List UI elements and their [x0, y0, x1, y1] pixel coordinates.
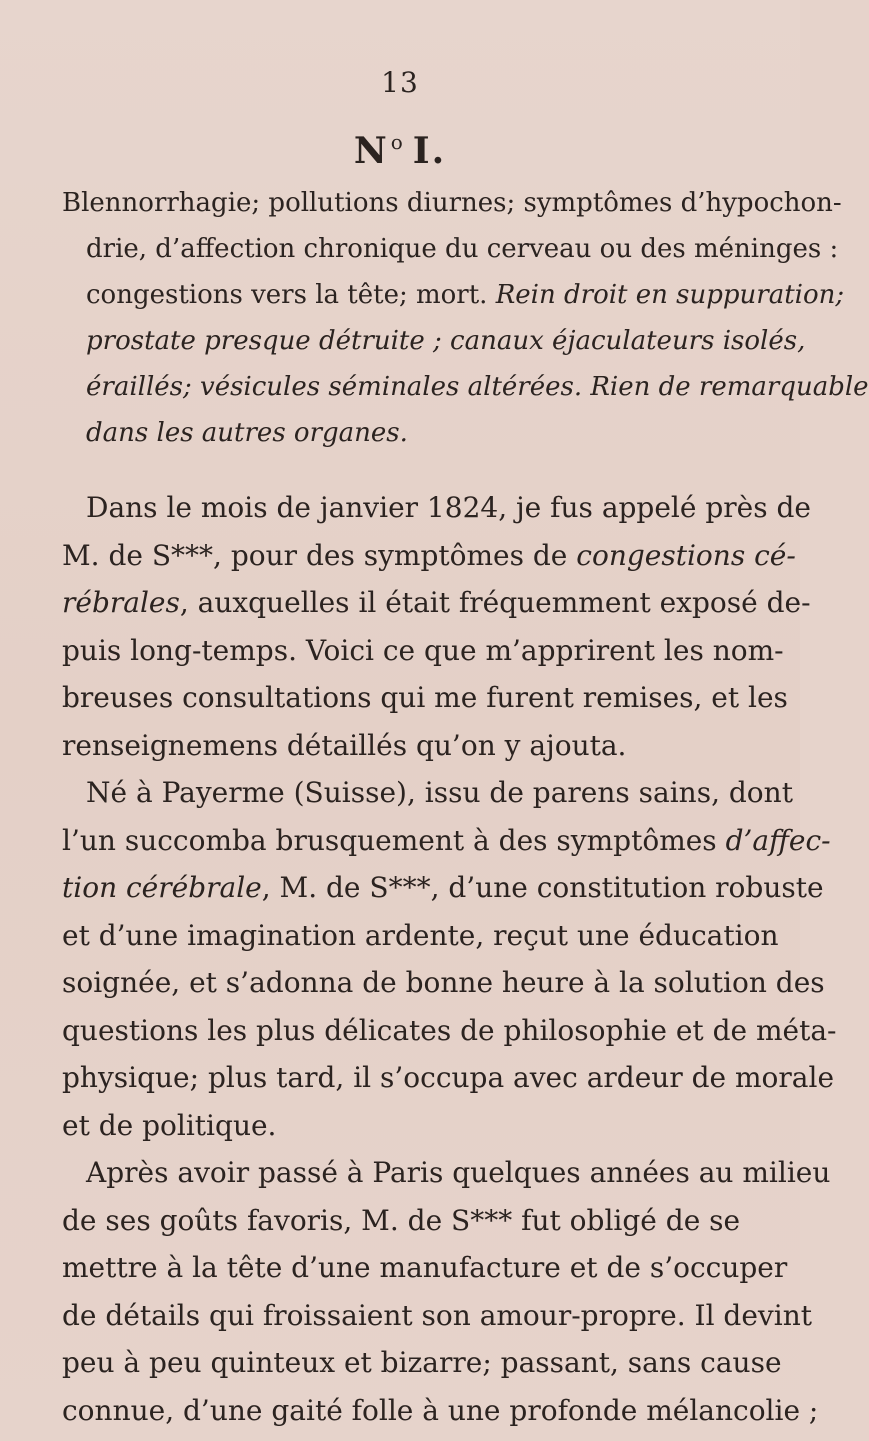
body-line: Dans le mois de janvier 1824, je fus appelé près de — [86, 491, 811, 524]
body-line: renseignemens détaillés qu’on y ajouta. — [62, 728, 627, 762]
body-line: questions les plus délicates de philosophie et de méta- — [62, 1013, 837, 1047]
summary-italic-text: Rein droit en suppuration; — [495, 280, 845, 310]
body-text — [62, 484, 837, 1434]
body-text-run: , auxquelles il était fréquemment exposé de- — [179, 586, 811, 619]
body-line: soignée, et s’adonna de bonne heure à la solution des — [62, 966, 825, 999]
body-line: Après avoir passé à Paris quelques années au milieu — [86, 1156, 831, 1189]
body-line: physique; plus tard, il s’occupa avec ardeur de morale — [62, 1061, 835, 1094]
summary-line: Blennorrhagie; pollutions diurnes; symptômes d’hypochon- — [62, 188, 842, 218]
body-line: et de politique. — [62, 1108, 277, 1142]
body-italic-run: rébrales — [62, 586, 180, 619]
body-line: de ses goûts favoris, M. de S*** fut obligé de se — [62, 1203, 741, 1237]
body-line — [62, 532, 796, 580]
case-summary — [62, 180, 869, 456]
summary-line: éraillés; vésicules séminales altérées. Rien de remarquable — [86, 372, 869, 402]
body-line — [62, 864, 824, 912]
body-line: Né à Payerme (Suisse), issu de parens sains, dont — [86, 776, 793, 809]
heading-roman-numeral: I. — [412, 130, 447, 172]
summary-line — [62, 272, 845, 318]
heading-prefix: N — [353, 130, 389, 172]
summary-line: prostate presque détruite ; canaux éjaculateurs isolés, — [86, 326, 806, 356]
body-line: de détails qui froissaient son amour-propre. Il devint — [62, 1298, 812, 1332]
summary-line: drie, d’affection chronique du cerveau ou des méninges : — [86, 234, 839, 264]
body-line — [62, 579, 811, 627]
heading-superscript: o — [390, 130, 405, 154]
body-line: breuses consultations qui me furent remises, et les — [62, 681, 788, 714]
section-heading — [0, 130, 800, 172]
body-text-run: l’un succomba brusquement à des symptômes — [62, 823, 726, 857]
body-text-run: , M. de S***, d’une constitution robuste — [261, 871, 824, 904]
body-italic-run: tion cérébrale — [62, 871, 262, 904]
body-line: puis long-temps. Voici ce que m’apprirent les nom- — [62, 633, 784, 667]
body-italic-run: congestions cé- — [576, 538, 796, 572]
page-number: 13 — [381, 66, 419, 99]
body-line — [62, 817, 831, 865]
body-text-run: M. de S***, pour des symptômes de — [62, 538, 577, 572]
body-line: et d’une imagination ardente, reçut une éducation — [62, 918, 779, 952]
body-italic-run: d’affec- — [725, 823, 831, 857]
summary-text: congestions vers la tête; mort. — [86, 280, 496, 310]
body-line: peu à peu quinteux et bizarre; passant, sans cause — [62, 1346, 782, 1379]
body-line: connue, d’une gaité folle à une profonde mélancolie ; — [62, 1393, 819, 1427]
body-line: mettre à la tête d’une manufacture et de s’occuper — [62, 1251, 788, 1284]
summary-line: dans les autres organes. — [86, 418, 408, 448]
